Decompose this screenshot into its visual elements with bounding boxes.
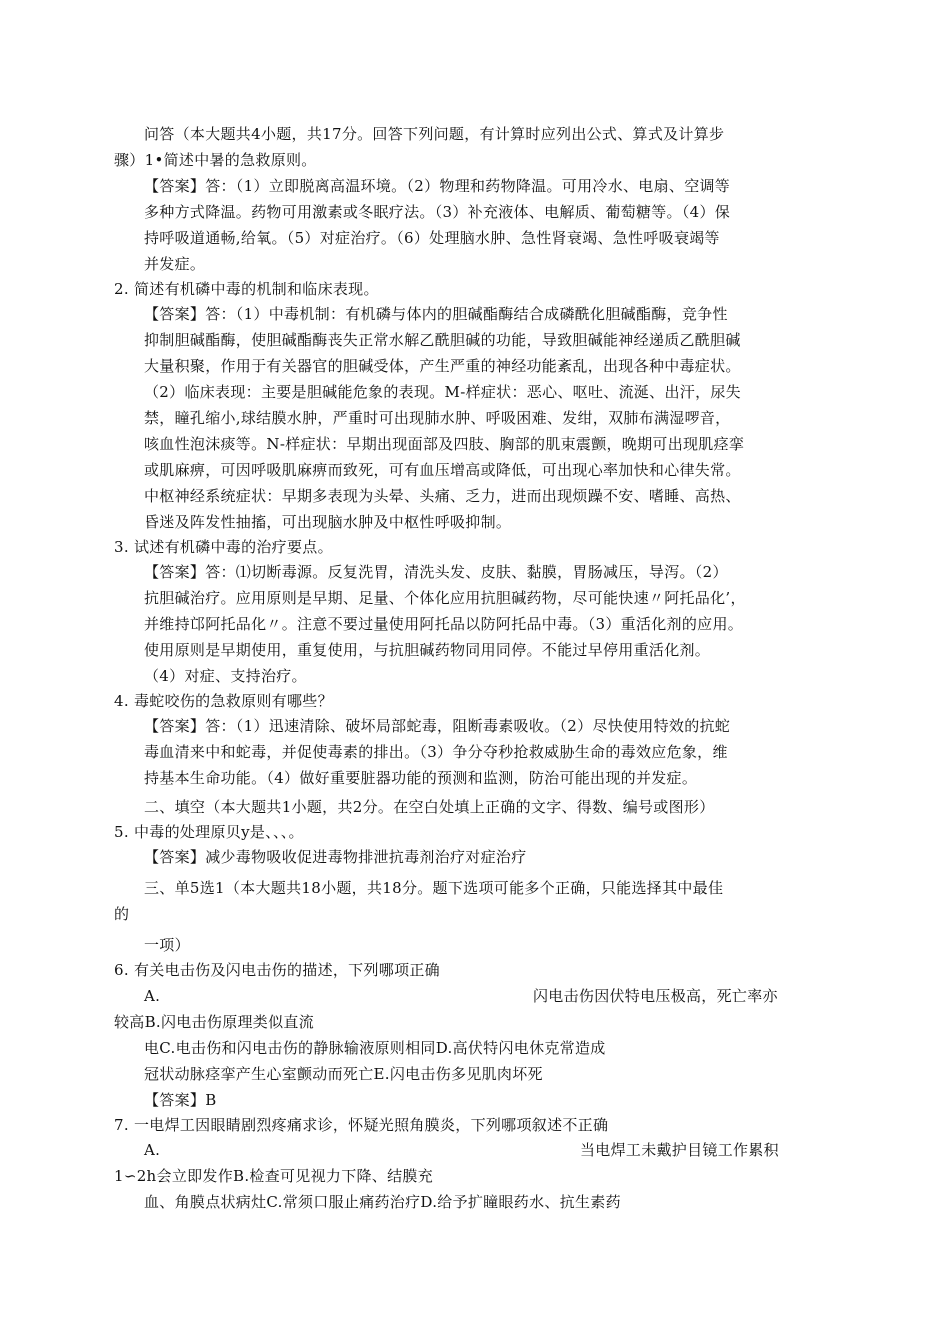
option-label: A. [144,987,161,1005]
text-line: 冠状动脉痉挛产生心室颤动而死亡E.闪电击伤多见肌肉坏死 [144,1065,543,1083]
text-line: 1∽2h会立即发作B.检查可见视力下降、结膜充 [114,1167,434,1185]
text-line: 禁，瞳孔缩小,球结膜水肿，严重时可出现肺水肿、呼吸困难、发绀，双肺布满湿啰音， [144,409,731,427]
text-line: （2）临床表现：主要是胆碱能危象的表现。M-样症状：恶心、呕吐、流涎、出汗，尿失 [144,383,741,401]
section-heading-fill: 二、填空（本大题共1小题，共2分。在空白处填上正确的文字、得数、编号或图形） [144,798,715,816]
question-line: 6. 有关电击伤及闪电击伤的描述，下列哪项正确 [114,961,440,979]
question-line: 3. 试述有机磷中毒的治疗要点。 [114,538,333,556]
text-line: 使用原则是早期使用，重复使用，与抗胆碱药物同用同停。不能过早停用重活化剂。 [144,641,711,659]
text-line: 血、角膜点状病灶C.常须口服止痛药治疗D.给予扩瞳眼药水、抗生素药 [144,1193,621,1211]
text-line: 大量积聚，作用于有关器官的胆碱受体，产生严重的神经功能紊乱，出现各种中毒症状。 [144,357,741,375]
text-line: 持呼吸道通畅,给氧。（5）对症治疗。（6）处理脑水肿、急性肾衰竭、急性呼吸衰竭等 [144,229,720,247]
question-line: 5. 中毒的处理原贝y是、、、。 [114,823,304,841]
answer-line: 【答案】B [144,1091,217,1109]
text-line: 并发症。 [144,255,206,273]
text-line: 的 [114,905,130,923]
question-line: 4. 毒蛇咬伤的急救原则有哪些？ [114,692,333,710]
text-line: 较高B.闪电击伤原理类似直流 [114,1013,314,1031]
answer-line: 【答案】答：（1）中毒机制：有机磷与体内的胆碱酯酶结合成磷酰化胆碱酯酶，竞争性 [144,305,728,323]
text-line: 昏迷及阵发性抽搐，可出现脑水肿及中枢性呼吸抑制。 [144,513,512,531]
text-line: 毒血清来中和蛇毒，并促使毒素的排出。（3）争分夺秒抢救威胁生命的毒效应危象，维 [144,743,728,761]
option-text: 当电焊工未戴护目镜工作累积 [580,1141,779,1159]
text-line: 持基本生命功能。（4）做好重要脏器功能的预测和监测，防治可能出现的并发症。 [144,769,698,787]
section-heading-choice: 三、单5选1（本大题共18小题，共18分。题下选项可能多个正确，只能选择其中最佳 [144,879,724,897]
text-line: 咳血性泡沫痰等。N-样症状：早期出现面部及四肢、胸部的肌束震颤，晚期可出现肌痉挛 [144,435,745,453]
answer-line: 【答案】答：（1）迅速清除、破坏局部蛇毒，阻断毒素吸收。（2）尽快使用特效的抗蛇 [144,717,731,735]
option-text: 闪电击伤因伏特电压极高，死亡率亦 [533,987,778,1005]
question-line: 7. 一电焊工因眼睛剧烈疼痛求诊，怀疑光照角膜炎，下列哪项叙述不正确 [114,1116,609,1134]
text-line: 抑制胆碱酯酶，使胆碱酯酶丧失正常水解乙酰胆碱的功能，导致胆碱能神经递质乙酰胆碱 [144,331,741,349]
text-line: 多种方式降温。药物可用激素或冬眠疗法。（3）补充液体、电解质、葡萄糖等。（4）保 [144,203,731,221]
section-heading-qa: 问答（本大题共4小题，共17分。回答下列问题，有计算时应列出公式、算式及计算步 [144,125,725,143]
text-line: 并维持邙阿托品化〃。注意不要过量使用阿托品以防阿托品中毒。（3）重活化剂的应用。 [144,615,744,633]
text-line: 电C.电击伤和闪电击伤的静脉输液原则相同D.高伏特闪电休克常造成 [144,1039,606,1057]
question-line: 2. 简述有机磷中毒的机制和临床表现。 [114,280,379,298]
option-label: A. [144,1141,161,1159]
text-line: 一项） [144,936,190,954]
answer-line: 【答案】答：⑴切断毒源。反复洗胃，清洗头发、皮肤、黏膜，胃肠减压，导泻。（2） [144,563,728,581]
text-line: （4）对症、支持治疗。 [144,667,307,685]
answer-line: 【答案】减少毒物吸收促进毒物排泄抗毒剂治疗对症治疗 [144,848,527,866]
text-line: 中枢神经系统症状：早期多表现为头晕、头痛、乏力，进而出现烦躁不安、嗜睡、高热、 [144,487,741,505]
answer-line: 【答案】答：（1）立即脱离高温环境。（2）物理和药物降温。可用冷水、电扇、空调等 [144,177,731,195]
text-line: 抗胆碱治疗。应用原则是早期、足量、个体化应用抗胆碱药物，尽可能快速〃阿托品化’， [144,589,746,607]
text-line: 或肌麻痹，可因呼吸肌麻痹而致死，可有血压增高或降低，可出现心率加快和心律失常。 [144,461,741,479]
text-line: 骤）1•简述中暑的急救原则。 [114,151,317,169]
